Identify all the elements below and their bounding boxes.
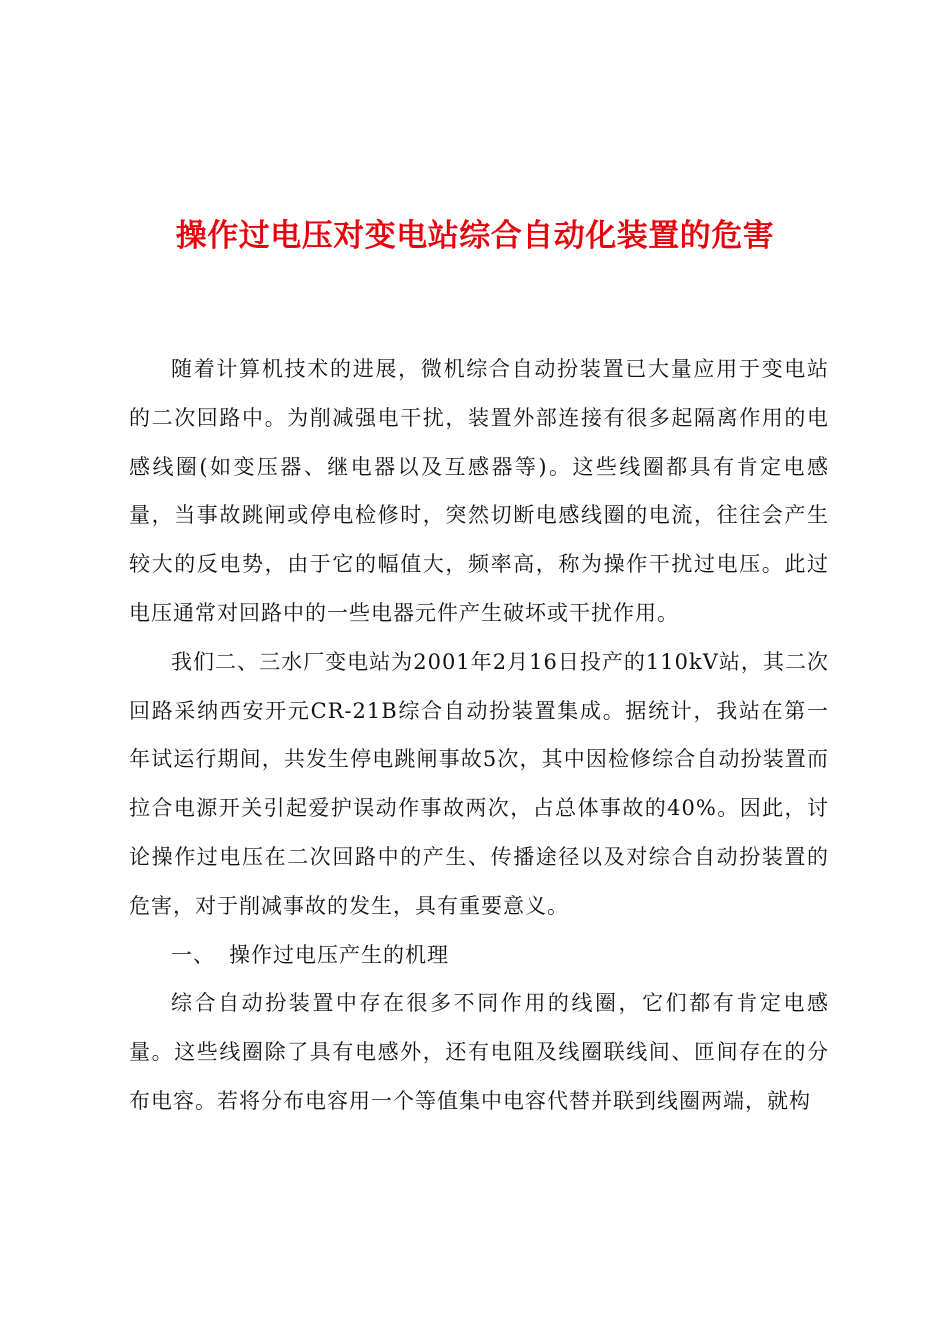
document-body bbox=[129, 345, 829, 1126]
body-paragraph-2: 我们二、三水厂变电站为2001年2月16日投产的110kV站，其二次回路采纳西安开元CR-21B综合自动扮装置集成。据统计，我站在第一年试运行期间，共发生停电跳闸事故5次，其中因检修综合自动扮装置而拉合电源开关引起爱护误动作事故两次，占总体事故的40%。因此，讨论操作过电压在二次回路中的产生、传播途径以及对综合自动扮装置的危害，对于削减事故的发生，具有重要意义。 bbox=[129, 649, 829, 918]
section-heading bbox=[129, 931, 829, 980]
section-heading-number: 一、 bbox=[171, 942, 215, 967]
body-paragraph-3: 综合自动扮装置中存在很多不同作用的线圈，它们都有肯定电感量。这些线圈除了具有电感外，还有电阻及线圈联线间、匝间存在的分布电容。若将分布电容用一个等值集中电容代替并联到线圈两端，就构 bbox=[129, 991, 829, 1113]
section-heading-text: 操作过电压产生的机理 bbox=[229, 942, 449, 967]
document-title: 操作过电压对变电站综合自动化装置的危害 bbox=[175, 218, 775, 254]
body-paragraph-1: 随着计算机技术的进展，微机综合自动扮装置已大量应用于变电站的二次回路中。为削减强电干扰，装置外部连接有很多起隔离作用的电感线圈(如变压器、继电器以及互感器等)。这些线圈都具有肯定电感量，当事故跳闸或停电检修时，突然切断电感线圈的电流，往往会产生较大的反电势，由于它的幅值大，频率高，称为操作干扰过电压。此过电压通常对回路中的一些电器元件产生破坏或干扰作用。 bbox=[129, 357, 829, 625]
